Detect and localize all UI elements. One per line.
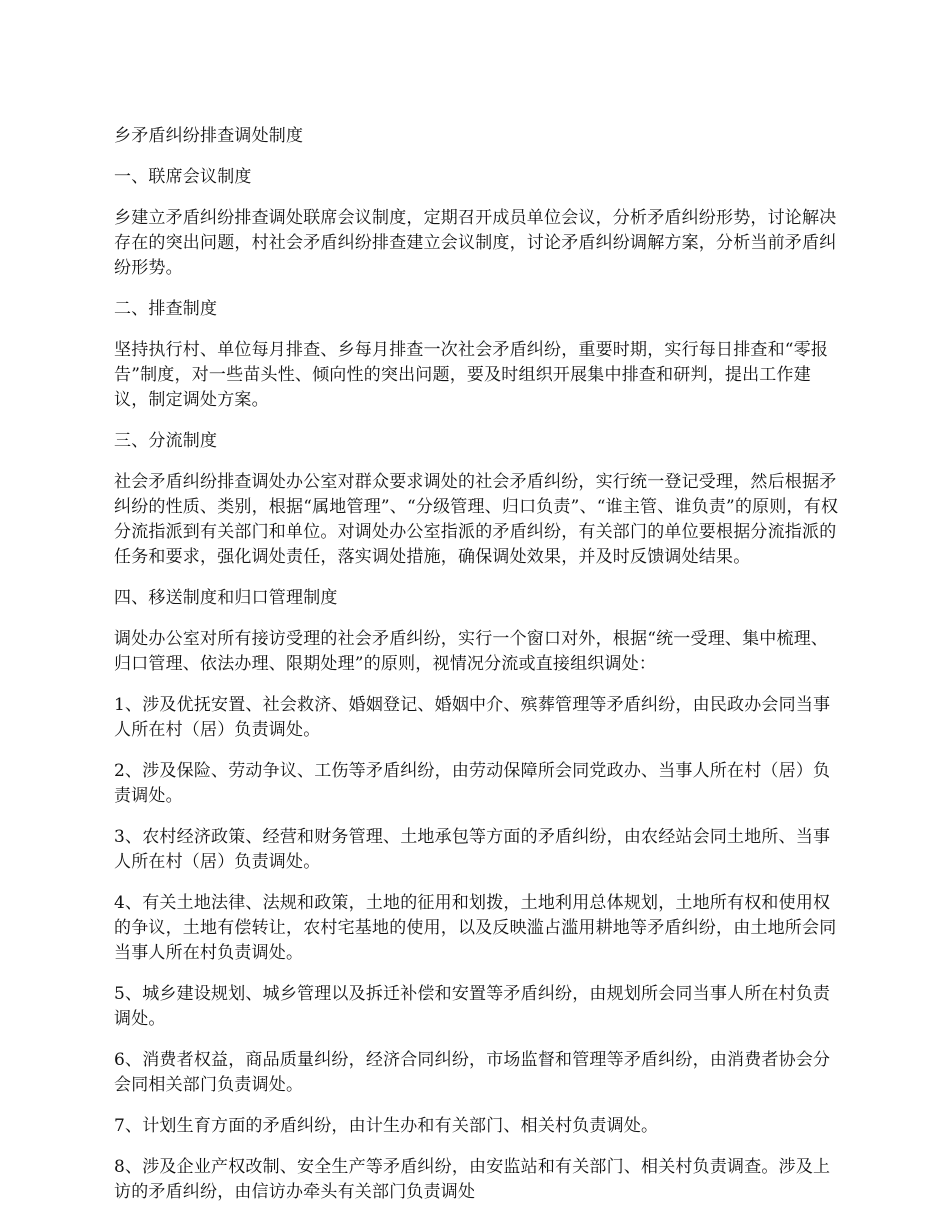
list-item-labor-security: 2、涉及保险、劳动争议、工伤等矛盾纠纷，由劳动保障所会同党政办、当事人所在村（居）负责调处。 (114, 761, 831, 806)
list-item-family-planning: 7、计划生育方面的矛盾纠纷，由计生办和有关部门、相关村负责调处。 (114, 1116, 659, 1136)
document-title: 乡矛盾纠纷排查调处制度 (114, 126, 304, 146)
section-body-transfer: 调处办公室对所有接访受理的社会矛盾纠纷，实行一个窗口对外，根据“统一受理、集中梳理、归口管理、依法办理、限期处理”的原则，视情况分流或直接组织调处： (114, 629, 829, 674)
document-page (114, 124, 841, 1221)
list-item-safety-petition: 8、涉及企业产权改制、安全生产等矛盾纠纷，由安监站和有关部门、相关村负责调查。涉及上访的矛盾纠纷，由信访办牵头有关部门负责调处 (114, 1157, 831, 1202)
list-item-land: 4、有关土地法律、法规和政策，土地的征用和划拨，土地利用总体规划，土地所有权和使用权的争议，土地有偿转让，农村宅基地的使用，以及反映滥占滥用耕地等矛盾纠纷，由土地所会同当事人所在村负责调处。 (114, 893, 837, 963)
section-body-investigation: 坚持执行村、单位每月排查、乡每月排查一次社会矛盾纠纷，重要时期，实行每日排查和“零报告”制度，对一些苗头性、倾向性的突出问题，要及时组织开展集中排查和研判，提出工作建议，制定调处方案。 (114, 340, 829, 410)
list-item-civil-affairs: 1、涉及优抚安置、社会救济、婚姻登记、婚姻中介、殡葬管理等矛盾纠纷，由民政办会同当事人所在村（居）负责调处。 (114, 695, 831, 740)
list-item-urban-planning: 5、城乡建设规划、城乡管理以及拆迁补偿和安置等矛盾纠纷，由规划所会同当事人所在村负责调处。 (114, 984, 831, 1029)
section-heading-diversion: 三、分流制度 (114, 431, 218, 451)
section-body-joint-meeting: 乡建立矛盾纠纷排查调处联席会议制度，定期召开成员单位会议，分析矛盾纠纷形势，讨论解决存在的突出问题，村社会矛盾纠纷排查建立会议制度，讨论矛盾纠纷调解方案，分析当前矛盾纠纷形势。 (114, 208, 837, 278)
list-item-rural-economy: 3、农村经济政策、经营和财务管理、土地承包等方面的矛盾纠纷，由农经站会同土地所、当事人所在村（居）负责调处。 (114, 827, 831, 872)
section-heading-transfer: 四、移送制度和归口管理制度 (114, 588, 338, 608)
section-heading-joint-meeting: 一、联席会议制度 (114, 167, 252, 187)
list-item-consumer-rights: 6、消费者权益，商品质量纠纷，经济合同纠纷，市场监督和管理等矛盾纠纷，由消费者协会分会同相关部门负责调处。 (114, 1050, 831, 1095)
section-body-diversion: 社会矛盾纠纷排查调处办公室对群众要求调处的社会矛盾纠纷，实行统一登记受理，然后根据矛纠纷的性质、类别，根据“属地管理”、“分级管理、归口负责”、“谁主管、谁负责”的原则，有权分流指派到有关部门和单位。对调处办公室指派的矛盾纠纷，有关部门的单位要根据分流指派的任务和要求，强化调处责任，落实调处措施，确保调处效果，并及时反馈调处结果。 (114, 472, 839, 567)
section-heading-investigation: 二、排查制度 (114, 299, 218, 319)
